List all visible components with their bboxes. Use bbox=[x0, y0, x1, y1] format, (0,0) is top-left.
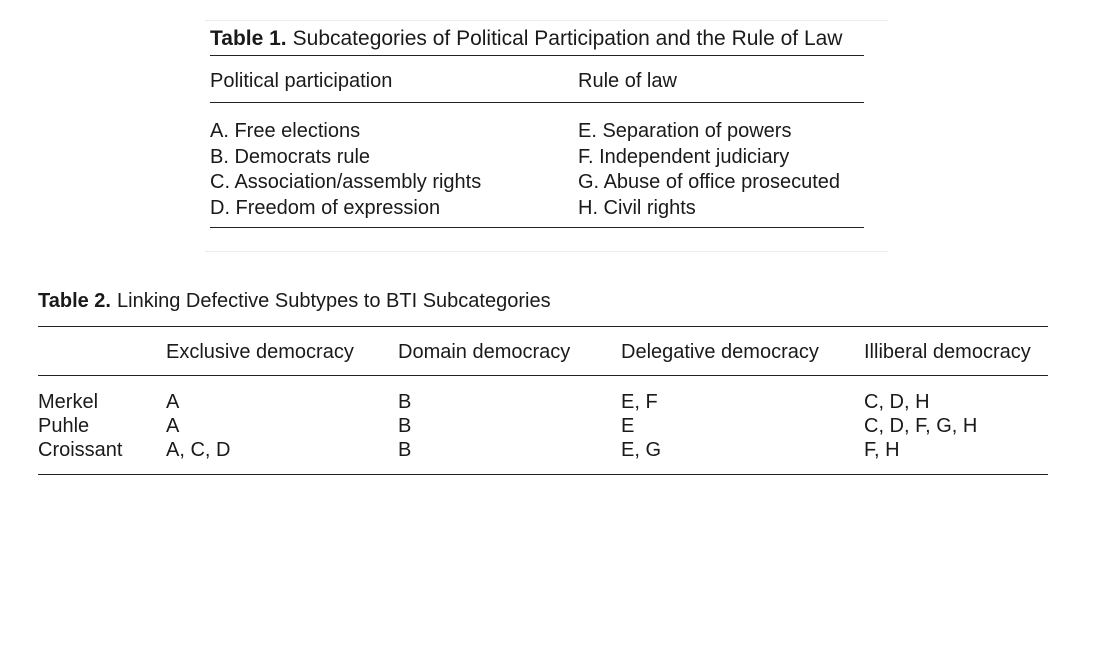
cell-delegative: E, F bbox=[621, 391, 658, 413]
list-item: H. Civil rights bbox=[578, 196, 696, 219]
cell-domain: B bbox=[398, 391, 412, 413]
cell-domain: B bbox=[398, 439, 412, 461]
cell-delegative: E, G bbox=[621, 439, 662, 461]
table2-body bbox=[38, 376, 1048, 475]
table1-label: Table 1. bbox=[210, 27, 287, 50]
list-item: F. Independent judiciary bbox=[578, 145, 790, 168]
table2-header-exclusive: Exclusive democracy bbox=[166, 341, 354, 363]
table2-header-delegative: Delegative democracy bbox=[621, 341, 819, 363]
cell-illiberal: C, D, H bbox=[864, 391, 930, 413]
cell-domain: B bbox=[398, 415, 412, 437]
list-item: C. Association/assembly rights bbox=[210, 171, 482, 193]
table2-title: Linking Defective Subtypes to BTI Subcategories bbox=[117, 290, 551, 312]
cell-exclusive: A bbox=[166, 415, 180, 437]
table1-header-rule-of-law: Rule of law bbox=[578, 70, 677, 92]
political-participation-list bbox=[210, 119, 481, 221]
table2-caption bbox=[38, 288, 551, 314]
cell-delegative: E bbox=[621, 415, 635, 437]
list-item: D. Freedom of expression bbox=[210, 196, 441, 219]
list-item: A. Free elections bbox=[210, 120, 361, 142]
table1 bbox=[210, 26, 864, 228]
table2-header-illiberal: Illiberal democracy bbox=[864, 341, 1031, 363]
row-author: Puhle bbox=[38, 415, 90, 437]
cell-exclusive: A bbox=[166, 391, 180, 413]
row-author: Croissant bbox=[38, 439, 123, 461]
table2 bbox=[38, 326, 1048, 475]
table2-header-row bbox=[38, 327, 1048, 376]
cell-illiberal: C, D, F, G, H bbox=[864, 415, 978, 437]
row-author: Merkel bbox=[38, 391, 99, 413]
table-row bbox=[38, 390, 1048, 415]
rule-of-law-list bbox=[578, 119, 840, 221]
cell-exclusive: A, C, D bbox=[166, 439, 231, 461]
table-row bbox=[38, 414, 1048, 439]
table2-header-domain: Domain democracy bbox=[398, 341, 571, 363]
table2-label: Table 2. bbox=[38, 290, 111, 312]
list-item: E. Separation of powers bbox=[578, 120, 792, 142]
table1-header-row bbox=[210, 56, 864, 103]
cell-illiberal: F, H bbox=[864, 439, 900, 461]
table1-body bbox=[210, 103, 864, 228]
table1-title: Subcategories of Political Participation and the Rule of Law bbox=[292, 27, 843, 50]
list-item: B. Democrats rule bbox=[210, 145, 371, 168]
table-row bbox=[38, 438, 1048, 463]
table1-caption bbox=[210, 26, 864, 56]
list-item: G. Abuse of office prosecuted bbox=[578, 171, 841, 193]
table1-header-political-participation: Political participation bbox=[210, 70, 393, 92]
